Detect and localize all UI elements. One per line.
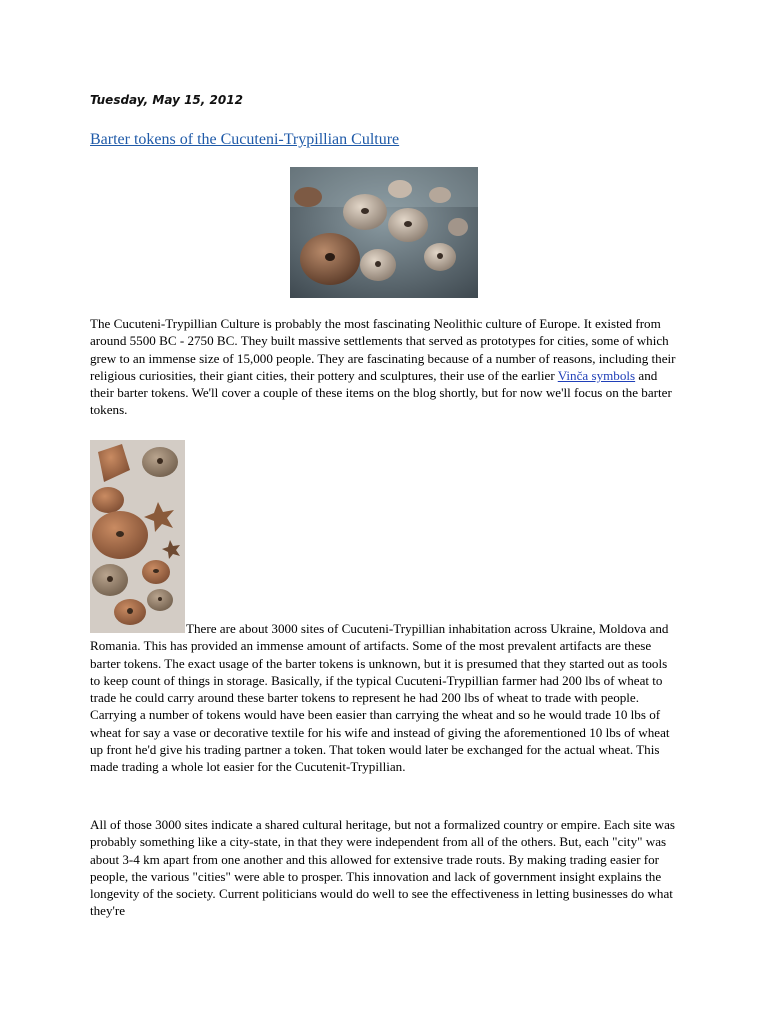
image-float-spacer [90, 632, 186, 633]
heritage-paragraph-text: All of those 3000 sites indicate a shared cultural heritage, but not a formalized country or empire. Each site was probably something like a city-state, in that they were independent from all of the others. But, each "city" was about 3-4 km apart from one another and this allowed for extensive trade routs. By making trading easier for people, the various "cities" were able to prosper. This innovation and lack of government insight explains the longevity of the society. Current politicians would do well to see the effectiveness in letting businesses do what they're [90, 817, 676, 919]
barter-tokens-photo-art [290, 167, 478, 298]
tokens-assortment-photo-art [90, 440, 185, 633]
intro-text-before-link: The Cucuteni-Trypillian Culture is probably the most fascinating Neolithic culture of Europe. It existed from around 5500 BC - 2750 BC. They built massive settlements that served as prototypes for cities, some of which grew to an immense size of 15,000 people. They are fascinating because of a number of reasons, including their religious curiosities, their giant cities, their pottery and sculptures, their use of the earlier [90, 316, 676, 383]
tokens-assortment-photo [90, 440, 185, 633]
intro-paragraph [90, 315, 680, 419]
heritage-paragraph [90, 816, 680, 920]
barter-tokens-photo [290, 167, 478, 298]
vinca-symbols-link[interactable]: Vinča symbols [557, 367, 636, 383]
sites-paragraph [90, 620, 680, 776]
post-title-link[interactable]: Barter tokens of the Cucuteni-Trypillian Culture [90, 131, 400, 148]
intro-text-after-link: and their barter tokens. We'll cover a couple of these items on the blog shortly, but for now we'll focus on the barter tokens. [90, 367, 672, 418]
post-date: Tuesday, May 15, 2012 [90, 93, 243, 107]
sites-paragraph-text: There are about 3000 sites of Cucuteni-Trypillian inhabitation across Ukraine, Moldova and Romania. This has provided an immense amount of artifacts. Some of the most prevalent artifacts are these barter tokens. The exact usage of the barter tokens is unknown, but it is presumed that they started out as tools to keep count of things in storage. Basically, if the typical Cucuteni-Trypillian farmer had 200 lbs of wheat to trade he could carry around these barter tokens to represent he had 200 lbs of wheat to trade with people. Carrying a number of tokens would have been easier than carrying the wheat and so he would trade 10 lbs of wheat for say a vase or decorative textile for his wife and instead of giving the aforementioned 10 lbs of wheat up front he'd give his trading partner a token. That token would later be exchanged for the actual wheat. This made trading a whole lot easier for the Cucutenit-Trypillian. [90, 621, 670, 775]
